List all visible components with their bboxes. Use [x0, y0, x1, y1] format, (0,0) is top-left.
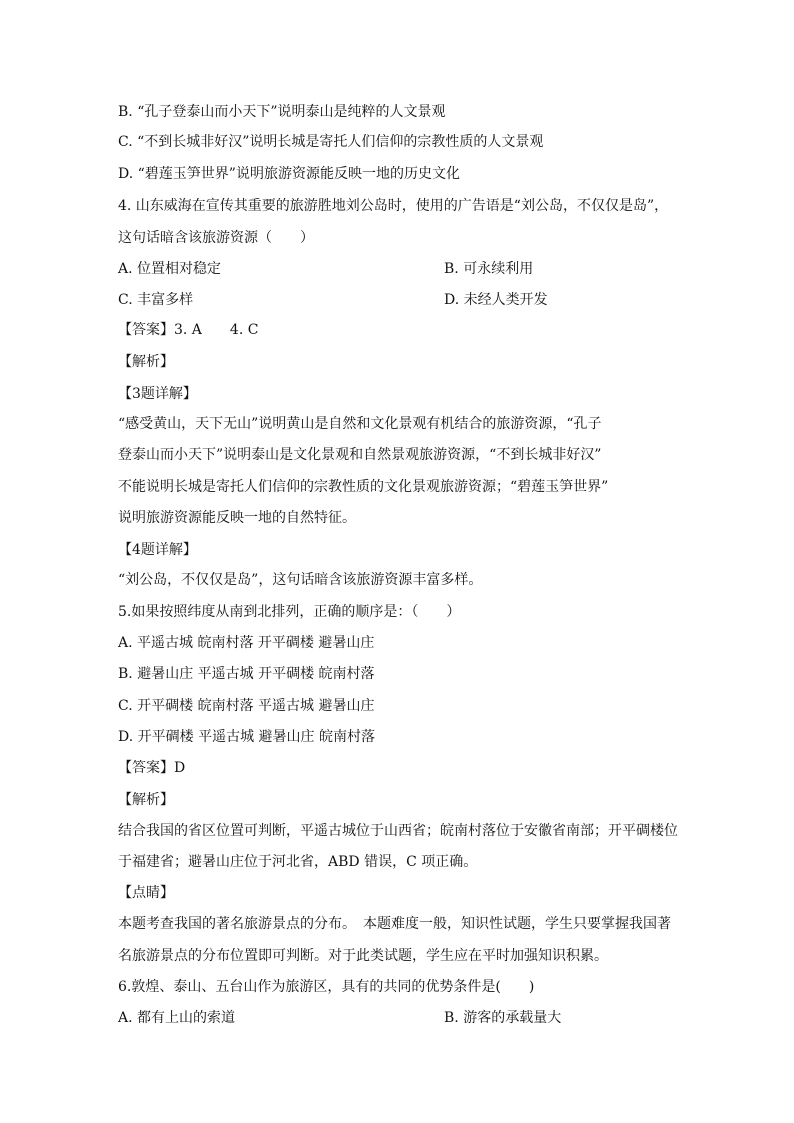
q6-option-a: A. 都有上山的索道 [118, 1010, 236, 1026]
q4-option-b: B. 可永续利用 [444, 261, 534, 277]
q4-stem-line-2: 这句话暗含该旅游资源（ ） [118, 230, 314, 246]
analysis-label: 【解析】 [118, 354, 174, 370]
q3-detail-line-4: 说明旅游资源能反映一地的自然特征。 [118, 510, 356, 526]
q5-comment-line-1: 本题考查我国的著名旅游景点的分布。 本题难度一般，知识性试题，学生只要掌握我国著 [118, 916, 671, 932]
q4-option-d: D. 未经人类开发 [444, 292, 548, 308]
q5-analysis-label: 【解析】 [118, 792, 174, 808]
q5-option-a: A. 平遥古城 皖南村落 开平碉楼 避暑山庄 [118, 635, 375, 651]
q3-detail-line-2: 登泰山而小天下”说明泰山是文化景观和自然景观旅游资源，“不到长城非好汉” [118, 447, 602, 463]
answer-3-4: 【答案】3. A 4. C [118, 322, 259, 338]
q3-option-c: C. “不到长城非好汉”说明长城是寄托人们信仰的宗教性质的人文景观 [118, 134, 544, 150]
q3-detail-line-1: “感受黄山，天下无山”说明黄山是自然和文化景观有机结合的旅游资源，“孔子 [118, 416, 602, 432]
q3-option-b: B. “孔子登泰山而小天下”说明泰山是纯粹的人文景观 [118, 104, 446, 120]
q4-detail-label: 【4题详解】 [118, 542, 197, 558]
q5-analysis-line-1: 结合我国的省区位置可判断，平遥古城位于山西省；皖南村落位于安徽省南部；开平碉楼位 [118, 823, 678, 839]
q5-stem: 5.如果按照纬度从南到北排列，正确的顺序是：（ ） [118, 604, 461, 620]
q3-detail-line-3: 不能说明长城是寄托人们信仰的宗教性质的文化景观旅游资源；“碧莲玉笋世界” [118, 479, 609, 495]
q4-option-c: C. 丰富多样 [118, 292, 194, 308]
q5-analysis-line-2: 于福建省；避暑山庄位于河北省，ABD 错误，C 项正确。 [118, 854, 478, 870]
q3-detail-label: 【3题详解】 [118, 386, 197, 402]
q6-stem: 6.敦煌、泰山、五台山作为旅游区，具有的共同的优势条件是( ) [118, 979, 535, 995]
q5-answer: 【答案】D [118, 760, 186, 776]
q5-comment-line-2: 名旅游景点的分布位置即可判断。对于此类试题，学生应在平时加强知识积累。 [118, 948, 608, 964]
q4-option-a: A. 位置相对稳定 [118, 261, 222, 277]
q5-comment-label: 【点睛】 [118, 885, 174, 901]
q5-option-d: D. 开平碉楼 平遥古城 避暑山庄 皖南村落 [118, 729, 375, 745]
q3-option-d: D. “碧莲玉笋世界”说明旅游资源能反映一地的历史文化 [118, 166, 460, 182]
q6-option-b: B. 游客的承载量大 [444, 1010, 562, 1026]
q5-option-c: C. 开平碉楼 皖南村落 平遥古城 避暑山庄 [118, 698, 375, 714]
q5-option-b: B. 避暑山庄 平遥古城 开平碉楼 皖南村落 [118, 666, 375, 682]
q4-detail-line-1: “刘公岛，不仅仅是岛”，这句话暗含该旅游资源丰富多样。 [118, 572, 483, 588]
q4-stem-line-1: 4. 山东威海在宣传其重要的旅游胜地刘公岛时，使用的广告语是“刘公岛，不仅仅是岛”， [118, 198, 669, 214]
